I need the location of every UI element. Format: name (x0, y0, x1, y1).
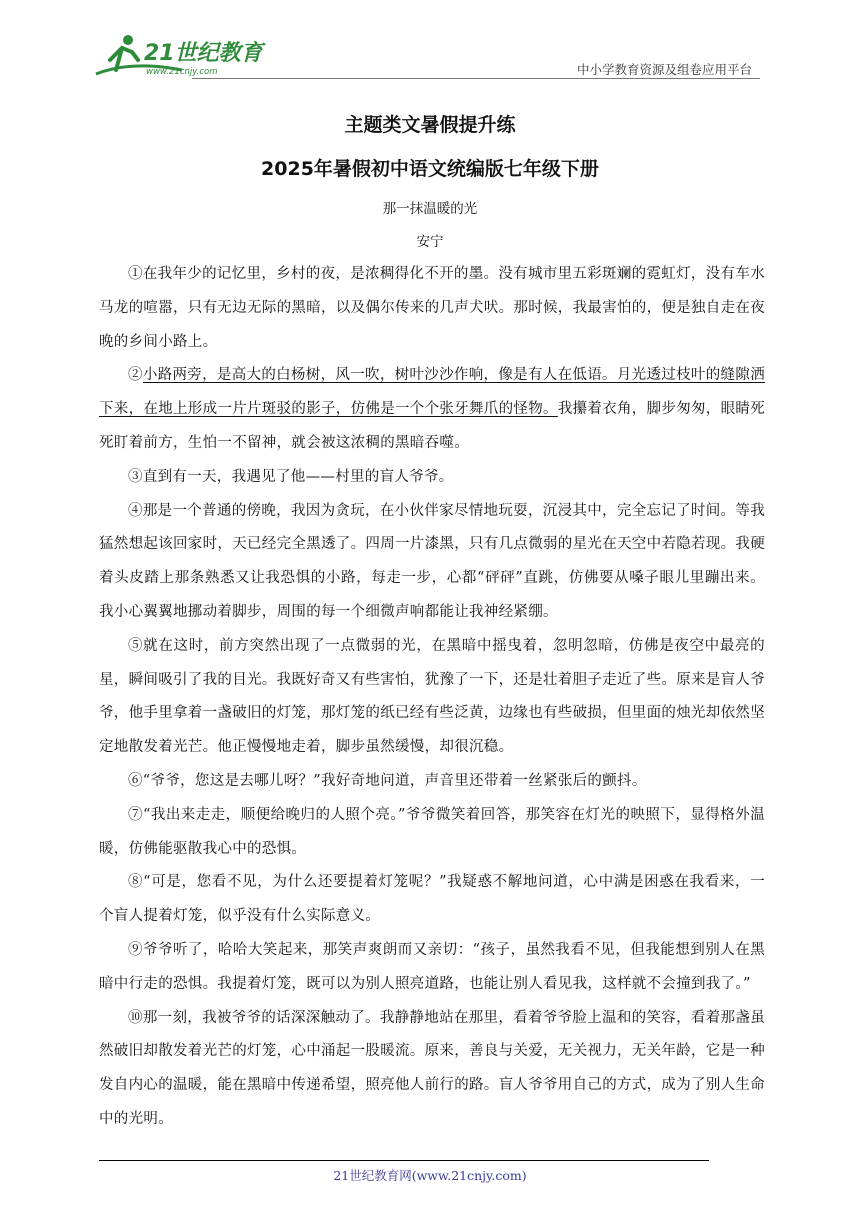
footer-text[interactable]: 21世纪教育网(www.21cnjy.com) (333, 1168, 527, 1183)
paragraph-6: ⑥“爷爷，您这是去哪儿呀？”我好奇地问道，声音里还带着一丝紧张后的颤抖。 (128, 772, 647, 789)
site-logo (92, 30, 272, 78)
footer-divider (99, 1160, 709, 1161)
page-header (92, 30, 760, 82)
underlined-passage: 小路两旁，是高大的白杨树，风一吹，树叶沙沙作响，像是有人在低语。月光透过枝叶的缝隙洒下来，在地上形成一片片斑驳的影子，仿佛是一个个张牙舞爪的怪物。 (99, 367, 765, 418)
paragraph-8: ⑧“可是，您看不见，为什么还要提着灯笼呢？”我疑惑不解地问道，心中满是困惑在我看来，一个盲人提着灯笼，似乎没有什么实际意义。 (99, 874, 765, 925)
platform-label: 中小学教育资源及组卷应用平台 (576, 62, 752, 77)
article-title: 那一抹温暖的光 (382, 201, 478, 217)
paragraph-1: ①在我年少的记忆里，乡村的夜，是浓稠得化不开的墨。没有城市里五彩斑斓的霓虹灯，没有车水马龙的喧嚣，只有无边无际的黑暗，以及偶尔传来的几声犬吠。那时候，我最害怕的，便是独自走在夜晚的乡间小路上。 (99, 266, 765, 350)
article-author: 安宁 (416, 234, 444, 250)
logo-url: www.21cnjy.com (146, 67, 218, 77)
paragraph-2-number: ② (128, 367, 143, 384)
article-body (99, 258, 765, 1137)
paragraph-2-rest: 我攥着衣角，脚步匆匆，眼睛死死盯着前方，生怕一不留神，就会被这浓稠的黑暗吞噬。 (99, 401, 765, 451)
header-divider (192, 78, 760, 79)
paragraph-5: ⑤就在这时，前方突然出现了一点微弱的光，在黑暗中摇曳着，忽明忽暗，仿佛是夜空中最亮的星，瞬间吸引了我的目光。我既好奇又有些害怕，犹豫了一下，还是壮着胆子走近了些。原来是盲人爷爷，他手里拿着一盏破旧的灯笼，那灯笼的纸已经有些泛黄，边缘也有些破损，但里面的烛光却依然坚定地散发着光芒。他正慢慢地走着，脚步虽然缓慢，却很沉稳。 (99, 637, 765, 756)
page-title: 主题类文暑假提升练 (344, 114, 516, 136)
paragraph-3: ③直到有一天，我遇见了他——村里的盲人爷爷。 (128, 468, 454, 485)
paragraph-4: ④那是一个普通的傍晚，我因为贪玩，在小伙伴家尽情地玩耍，沉浸其中，完全忘记了时间。等我猛然想起该回家时，天已经完全黑透了。四周一片漆黑，只有几点微弱的星光在天空中若隐若现。我硬着头皮踏上那条熟悉又让我恐惧的小路，每走一步，心都“砰砰”直跳，仿佛要从嗓子眼儿里蹦出来。我小心翼翼地挪动着脚步，周围的每一个细微声响都能让我神经紧绷。 (99, 502, 765, 620)
paragraph-7: ⑦“我出来走走，顺便给晚归的人照个亮。”爷爷微笑着回答，那笑容在灯光的映照下，显得格外温暖，仿佛能驱散我心中的恐惧。 (99, 806, 765, 857)
paragraph-10: ⑩那一刻，我被爷爷的话深深触动了。我静静地站在那里，看着爷爷脸上温和的笑容，看着那盏虽然破旧却散发着光芒的灯笼，心中涌起一股暖流。原来，善良与关爱，无关视力，无关年龄，它是一种发自内心的温暖，能在黑暗中传递希望，照亮他人前行的路。盲人爷爷用自己的方式，成为了别人生命中的光明。 (99, 1009, 765, 1127)
page-subtitle: 2025年暑假初中语文统编版七年级下册 (261, 158, 599, 180)
logo-text: 21世纪教育 (144, 41, 263, 66)
paragraph-9: ⑨爷爷听了，哈哈大笑起来，那笑声爽朗而又亲切：“孩子，虽然我看不见，但我能想到别人在黑暗中行走的恐惧。我提着灯笼，既可以为别人照亮道路，也能让别人看见我，这样就不会撞到我了。” (99, 941, 765, 992)
paragraph-2 (99, 359, 765, 460)
